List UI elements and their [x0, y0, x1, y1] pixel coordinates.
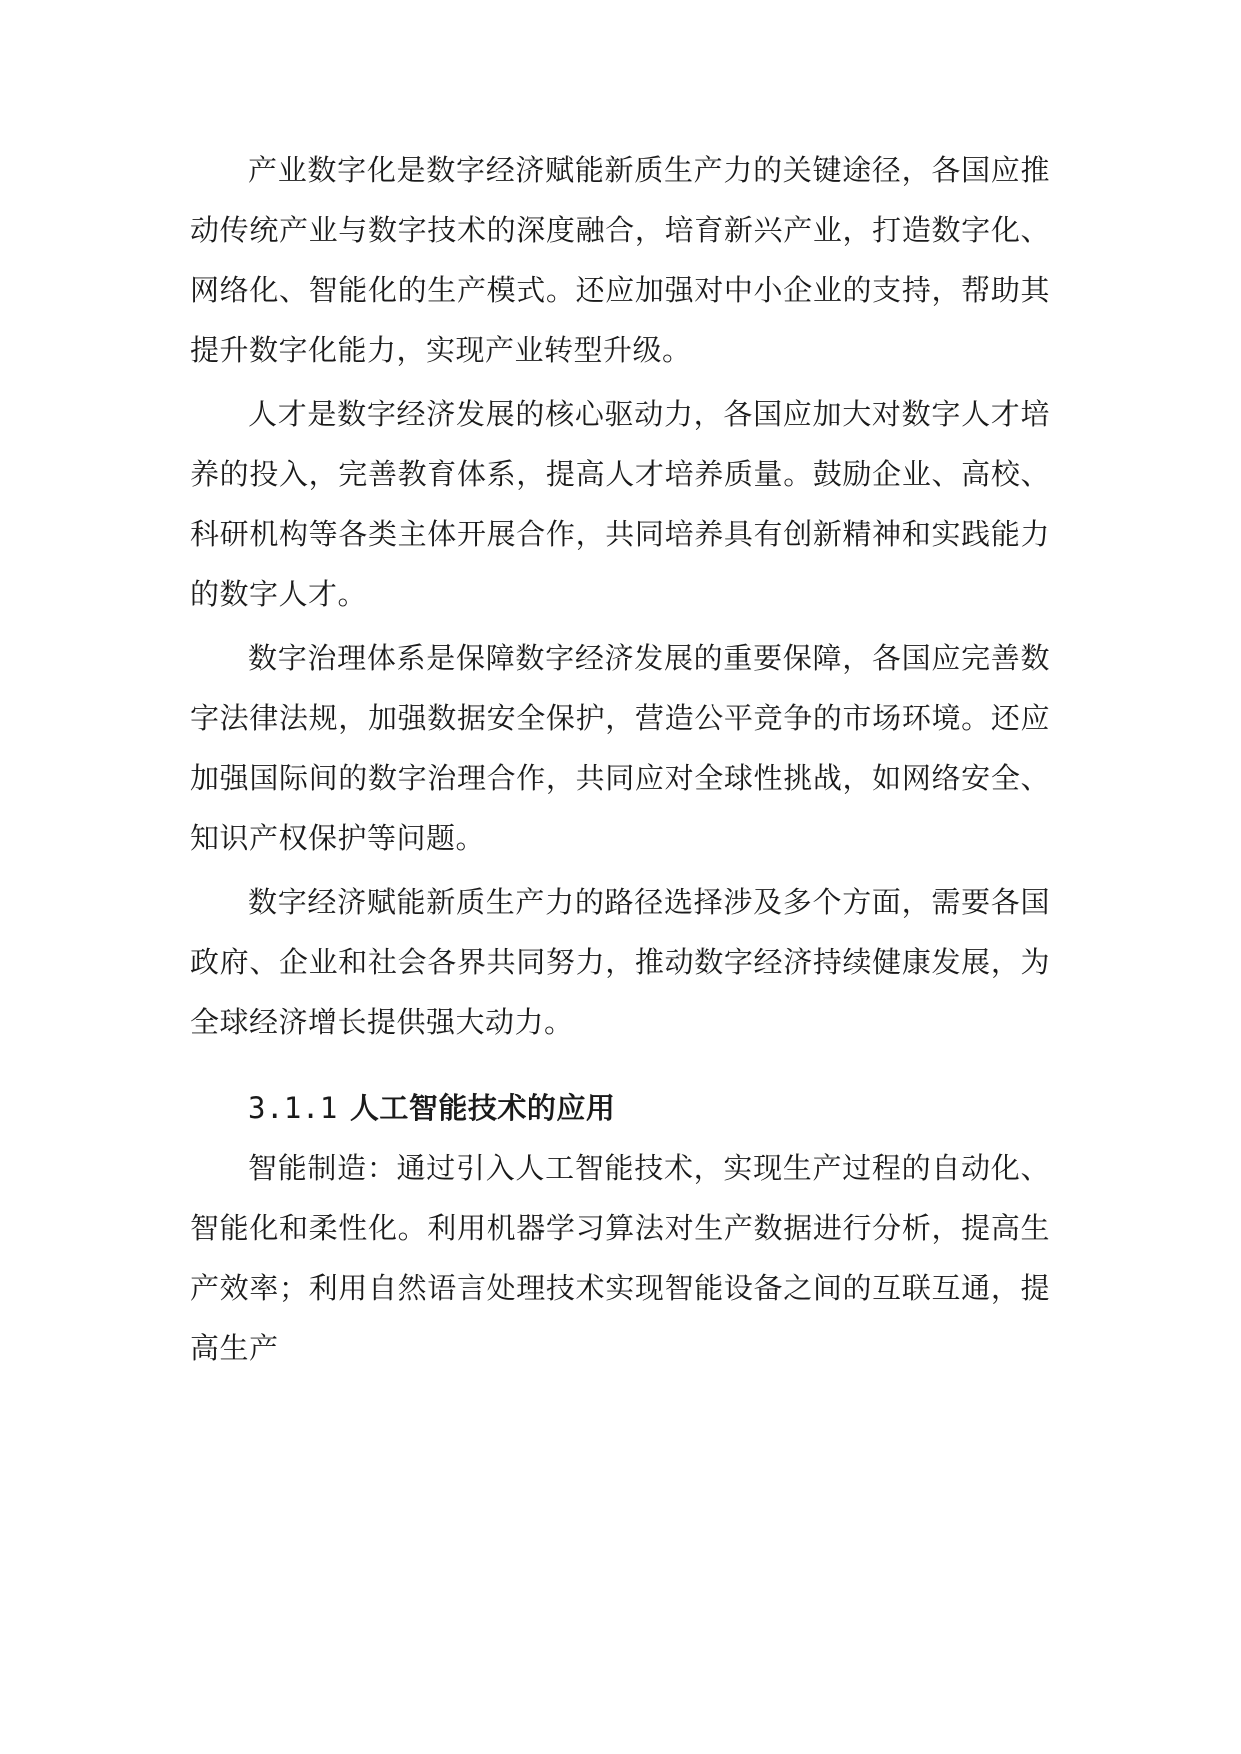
- paragraph-talent: 人才是数字经济发展的核心驱动力，各国应加大对数字人才培养的投入，完善教育体系，提高人才培养质量。鼓励企业、高校、科研机构等各类主体开展合作，共同培养具有创新精神和实践能力的数字人才。: [190, 397, 1050, 611]
- section-heading: [190, 1078, 1050, 1138]
- section-title: 人工智能技术的应用: [349, 1091, 616, 1125]
- section-number: 3.1.1: [248, 1091, 338, 1125]
- paragraph-summary: 数字经济赋能新质生产力的路径选择涉及多个方面，需要各国政府、企业和社会各界共同努力，推动数字经济持续健康发展，为全球经济增长提供强大动力。: [190, 885, 1050, 1039]
- document-body: [190, 140, 1050, 1382]
- paragraph-industry-digitalization: 产业数字化是数字经济赋能新质生产力的关键途径，各国应推动传统产业与数字技术的深度融合，培育新兴产业，打造数字化、网络化、智能化的生产模式。还应加强对中小企业的支持，帮助其提升数字化能力，实现产业转型升级。: [190, 153, 1050, 367]
- paragraph-smart-manufacturing: 智能制造：通过引入人工智能技术，实现生产过程的自动化、智能化和柔性化。利用机器学习算法对生产数据进行分析，提高生产效率；利用自然语言处理技术实现智能设备之间的互联互通，提高生产: [190, 1151, 1050, 1365]
- paragraph-digital-governance: 数字治理体系是保障数字经济发展的重要保障，各国应完善数字法律法规，加强数据安全保护，营造公平竞争的市场环境。还应加强国际间的数字治理合作，共同应对全球性挑战，如网络安全、知识产权保护等问题。: [190, 641, 1050, 855]
